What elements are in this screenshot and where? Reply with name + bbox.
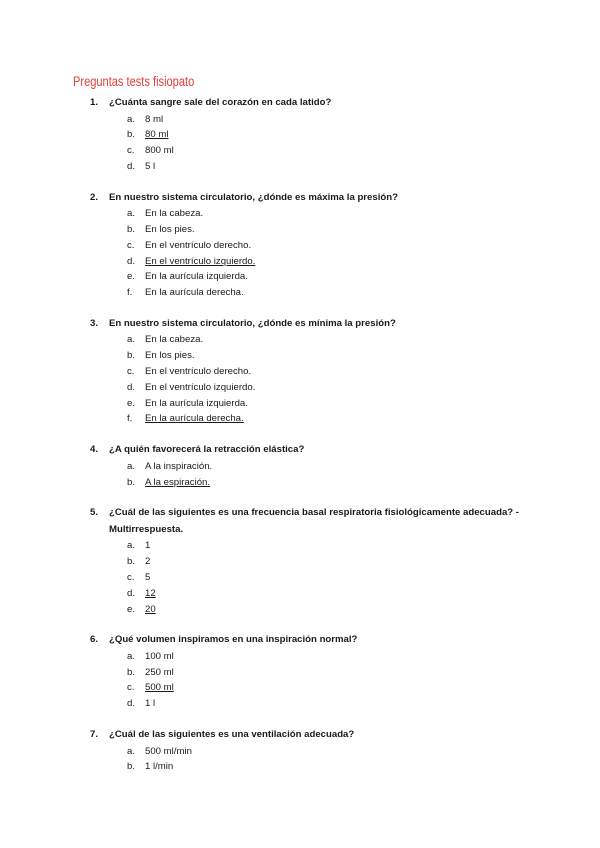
- answer-option: [0, 396, 600, 412]
- answer-option: [0, 538, 600, 554]
- option-letter: b.: [127, 223, 136, 235]
- question-4: [0, 442, 600, 490]
- option-letter: c.: [127, 366, 135, 378]
- answer-option: [0, 744, 600, 760]
- answer-options: [0, 744, 600, 776]
- option-letter: b.: [127, 761, 136, 773]
- question-number: 1.: [90, 97, 99, 108]
- answer-option: [0, 665, 600, 681]
- option-letter: a.: [127, 745, 136, 757]
- answer-option: [0, 602, 600, 618]
- question-text: ¿Qué volumen inspiramos en una inspiración normal?: [109, 634, 358, 646]
- option-text: 1: [145, 540, 151, 552]
- option-letter: b.: [127, 350, 136, 362]
- answer-option: [0, 380, 600, 396]
- option-text-correct: A la espiración.: [145, 476, 211, 488]
- answer-option: [0, 759, 600, 775]
- option-text-correct: En el ventrículo izquierdo.: [145, 255, 256, 267]
- option-text: En el ventrículo derecho.: [145, 239, 252, 251]
- option-letter: c.: [127, 145, 135, 157]
- question-number: 3.: [90, 317, 99, 329]
- answer-option: [0, 680, 600, 696]
- answer-option: [0, 206, 600, 222]
- option-text: 1 l/min: [145, 761, 174, 773]
- answer-options: [0, 538, 600, 617]
- answer-option: [0, 254, 600, 270]
- option-text: 100 ml: [145, 650, 174, 662]
- option-text: 5: [145, 571, 151, 583]
- option-letter: a.: [127, 650, 136, 662]
- answer-option: [0, 269, 600, 285]
- option-text: 500 ml/min: [145, 745, 192, 757]
- answer-option: [0, 332, 600, 348]
- option-letter: e.: [127, 397, 136, 409]
- question-heading: [0, 95, 600, 112]
- option-letter: d.: [127, 160, 136, 172]
- option-letter: b.: [127, 666, 136, 678]
- option-text: 8 ml: [145, 113, 164, 125]
- answer-option: [0, 411, 600, 427]
- option-text-correct: 12: [145, 587, 156, 599]
- option-letter: f.: [127, 413, 133, 425]
- question-heading: [0, 727, 600, 744]
- question-heading: [0, 505, 600, 538]
- option-letter: d.: [127, 587, 136, 599]
- answer-options: [0, 112, 600, 175]
- answer-option: [0, 348, 600, 364]
- option-letter: c.: [127, 239, 135, 251]
- option-text-correct: 500 ml: [145, 682, 174, 694]
- question-2: [0, 190, 600, 301]
- option-text: En la aurícula izquierda.: [145, 397, 248, 409]
- question-heading: [0, 316, 600, 333]
- answer-option: [0, 285, 600, 301]
- option-text: En la cabeza.: [145, 334, 204, 346]
- question-text: ¿Cuánta sangre sale del corazón en cada latido?: [109, 97, 332, 108]
- option-letter: a.: [127, 208, 136, 220]
- question-text: En nuestro sistema circulatorio, ¿dónde es máxima la presión?: [109, 191, 398, 203]
- option-letter: c.: [127, 682, 135, 694]
- option-text-correct: 20: [145, 603, 156, 615]
- question-5: [0, 505, 600, 617]
- answer-option: [0, 112, 600, 128]
- option-text-correct: En la aurícula derecha.: [145, 413, 244, 425]
- answer-options: [0, 332, 600, 427]
- question-heading: [0, 632, 600, 649]
- option-text: En los pies.: [145, 350, 195, 362]
- question-1: [0, 95, 600, 175]
- option-text: A la inspiración.: [145, 460, 213, 472]
- answer-options: [0, 459, 600, 491]
- option-letter: a.: [127, 460, 136, 472]
- option-text: En la aurícula izquierda.: [145, 271, 248, 283]
- answer-option: [0, 649, 600, 665]
- answer-option: [0, 570, 600, 586]
- option-text: 1 l: [145, 698, 156, 710]
- answer-options: [0, 206, 600, 301]
- answer-option: [0, 159, 600, 175]
- document-title: Preguntas tests fisiopato: [73, 74, 195, 89]
- option-letter: a.: [127, 334, 136, 346]
- answer-option: [0, 127, 600, 143]
- question-7: [0, 727, 600, 775]
- option-text: En el ventrículo derecho.: [145, 366, 252, 378]
- question-6: [0, 632, 600, 712]
- option-letter: b.: [127, 556, 136, 568]
- question-heading: [0, 190, 600, 207]
- option-letter: a.: [127, 540, 136, 552]
- option-letter: d.: [127, 255, 136, 267]
- option-letter: b.: [127, 129, 136, 141]
- option-text: 5 l: [145, 160, 156, 172]
- option-text: 2: [145, 556, 151, 568]
- answer-option: [0, 364, 600, 380]
- answer-options: [0, 649, 600, 712]
- question-text: ¿Cuál de las siguientes es una ventilación adecuada?: [109, 729, 355, 741]
- answer-option: [0, 143, 600, 159]
- answer-option: [0, 459, 600, 475]
- question-number: 4.: [90, 444, 99, 456]
- option-text-correct: 80 ml: [145, 129, 169, 141]
- question-heading: [0, 442, 600, 459]
- option-text: En los pies.: [145, 223, 195, 235]
- option-letter: e.: [127, 603, 136, 615]
- option-text: 800 ml: [145, 145, 174, 157]
- answer-option: [0, 475, 600, 491]
- question-number: 5.: [90, 507, 99, 519]
- answer-option: [0, 238, 600, 254]
- answer-option: [0, 554, 600, 570]
- answer-option: [0, 222, 600, 238]
- option-text: 250 ml: [145, 666, 174, 678]
- option-text: En el ventrículo izquierdo.: [145, 381, 256, 393]
- answer-option: [0, 696, 600, 712]
- option-letter: c.: [127, 571, 135, 583]
- option-letter: b.: [127, 476, 136, 488]
- question-3: [0, 316, 600, 427]
- option-letter: d.: [127, 381, 136, 393]
- answer-option: [0, 586, 600, 602]
- option-text: En la aurícula derecha.: [145, 287, 244, 299]
- option-letter: d.: [127, 698, 136, 710]
- option-letter: f.: [127, 287, 133, 299]
- question-number: 2.: [90, 191, 99, 203]
- question-text: En nuestro sistema circulatorio, ¿dónde es mínima la presión?: [109, 317, 396, 329]
- question-text: ¿Cuál de las siguientes es una frecuencia basal respiratoria fisiológicamente adecuada? - Multirrespuesta.: [109, 507, 520, 535]
- option-letter: e.: [127, 271, 136, 283]
- option-letter: a.: [127, 113, 136, 125]
- question-list: [0, 95, 600, 790]
- option-text: En la cabeza.: [145, 208, 204, 220]
- question-number: 6.: [90, 634, 99, 646]
- question-text: ¿A quién favorecerá la retracción elástica?: [109, 444, 305, 456]
- question-number: 7.: [90, 729, 99, 741]
